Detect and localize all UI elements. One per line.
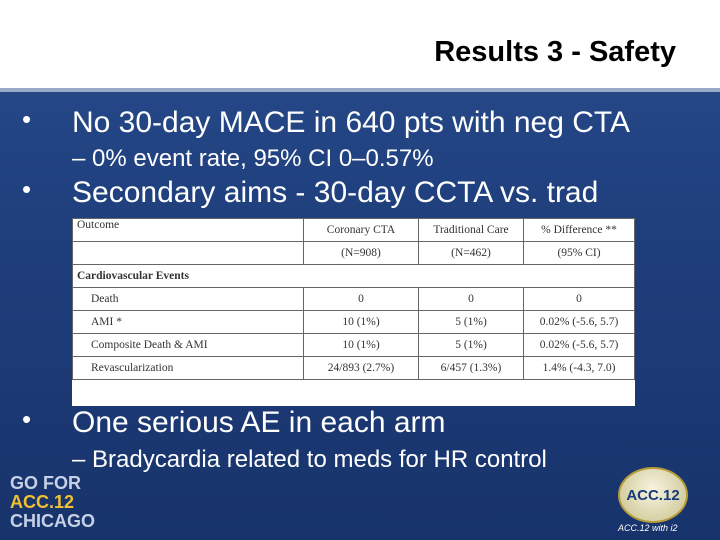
table-header-subrow [73,242,635,265]
title-bar [0,0,720,88]
row-cta: 0 [304,288,419,311]
table-row [73,357,635,380]
footer-logo: ACC.12 with i2 [618,523,678,533]
header-cta-n: (N=908) [304,242,419,265]
bullet-dot-icon: • [22,174,32,204]
table-row [73,334,635,357]
row-trad: 5 (1%) [419,334,524,357]
title-divider [0,88,720,92]
logo-line-2: ACC.12 [10,492,75,512]
header-blank [73,242,304,265]
row-outcome: Death [73,288,304,311]
go-for-chicago-logo [10,473,95,531]
bullet-1-text: No 30-day MACE in 640 pts with neg CTA [72,106,631,139]
table-row [73,288,635,311]
bullet-3-sub: – Bradycardia related to meds for HR control [72,446,547,473]
acc-seal-logo [618,467,688,523]
bullet-2 [22,176,598,210]
header-trad-n: (N=462) [419,242,524,265]
row-outcome: Composite Death & AMI [73,334,304,357]
bullet-3 [22,406,446,440]
bullet-1-sub: – 0% event rate, 95% CI 0–0.57% [72,145,434,172]
logo-line-3: CHICAGO [10,511,95,531]
row-cta: 10 (1%) [304,311,419,334]
table-header-row [73,219,635,242]
row-trad: 5 (1%) [419,311,524,334]
logo-line-1: GO FOR [10,473,81,493]
row-diff: 1.4% (-4.3, 7.0) [524,357,635,380]
header-cta: Coronary CTA [304,219,419,242]
row-diff: 0.02% (-5.6, 5.7) [524,334,635,357]
row-diff: 0.02% (-5.6, 5.7) [524,311,635,334]
table-row [73,311,635,334]
bullet-dot-icon: • [22,104,32,134]
bullet-dot-icon: • [22,404,32,434]
header-diff-ci: (95% CI) [524,242,635,265]
bullet-2-text: Secondary aims - 30-day CCTA vs. trad [72,176,599,209]
row-trad: 6/457 (1.3%) [419,357,524,380]
row-cta: 24/893 (2.7%) [304,357,419,380]
bullet-3-text: One serious AE in each arm [72,406,446,439]
results-table [72,218,635,406]
row-cta: 10 (1%) [304,334,419,357]
seal-text: ACC.12 [626,486,680,504]
table-section-row [73,265,635,288]
section-label: Cardiovascular Events [73,265,635,288]
header-outcome: Outcome [73,219,304,242]
slide-title: Results 3 - Safety [434,36,676,68]
header-diff: % Difference ** [524,219,635,242]
row-outcome: Revascularization [73,357,304,380]
row-outcome: AMI * [73,311,304,334]
row-trad: 0 [419,288,524,311]
header-trad: Traditional Care [419,219,524,242]
bullet-1 [22,106,630,140]
row-diff: 0 [524,288,635,311]
